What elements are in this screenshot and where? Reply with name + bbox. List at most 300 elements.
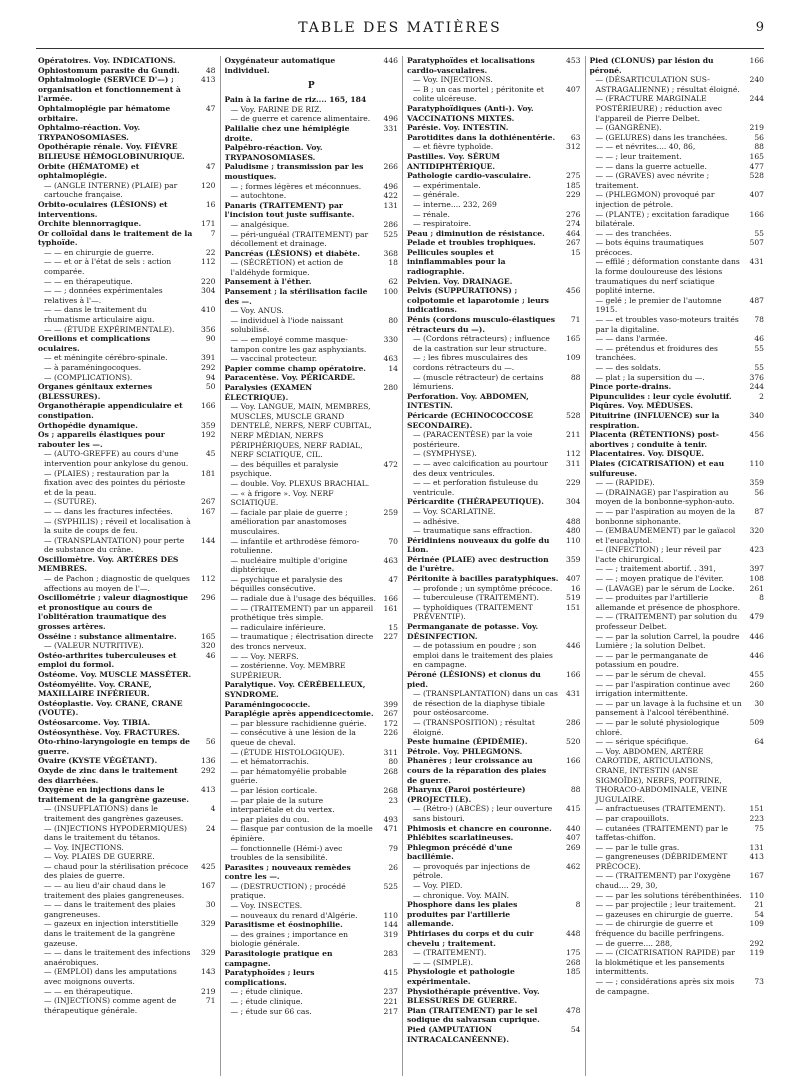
entry-text: — profonde ; un symptôme précoce.	[413, 583, 553, 593]
entry-text: — analgésique.	[230, 219, 290, 229]
index-entry	[590, 162, 765, 172]
index-entry	[590, 142, 765, 152]
entry-page-number: 143	[201, 967, 216, 977]
entry-text: Paraméningococcie.	[224, 699, 311, 709]
index-entry	[407, 353, 581, 372]
entry-page-number: 507	[749, 238, 764, 248]
entry-text: Paralytique. Voy. CÉRÉBELLEUX, SYNDROME.	[224, 680, 366, 699]
index-entry	[225, 56, 399, 75]
entry-page-number: 87	[754, 506, 764, 516]
entry-page-number: 167	[201, 881, 216, 891]
index-entry	[225, 124, 399, 143]
index-entry	[38, 593, 216, 631]
entry-page-number: 108	[749, 574, 764, 584]
entry-text: — — Voy. NERFS.	[230, 651, 299, 661]
entry-text: Os ; appareils élastiques pour rabouter les —.	[38, 430, 165, 449]
entry-text: — — des soldats.	[595, 363, 661, 372]
index-entry	[225, 728, 399, 747]
index-entry	[225, 844, 399, 863]
entry-page-number: 448	[566, 929, 581, 939]
index-entry	[38, 555, 216, 574]
entry-page-number: 259	[383, 507, 398, 517]
index-entry	[38, 785, 216, 804]
entry-text: Pellicules souples et ininflammables pour la radiographie.	[407, 247, 506, 277]
index-entry	[225, 508, 399, 537]
index-entry	[590, 977, 765, 996]
entry-page-number: 54	[570, 1024, 581, 1034]
index-entry	[225, 824, 399, 843]
index-entry	[225, 489, 399, 508]
index-column-2	[221, 56, 404, 1076]
index-entry	[225, 373, 399, 383]
index-entry	[407, 584, 581, 594]
entry-page-number: 268	[566, 957, 581, 967]
index-entry	[407, 133, 581, 143]
entry-page-number: 221	[383, 997, 398, 1006]
index-entry	[38, 56, 216, 66]
index-entry	[590, 632, 765, 651]
index-entry	[407, 641, 581, 670]
entry-text: — — et névrites.... 40, 86,	[595, 142, 696, 152]
index-entry	[38, 363, 216, 373]
entry-page-number: 47	[205, 103, 216, 113]
entry-text: — Voy. FARINE DE RIZ.	[230, 104, 322, 114]
index-entry	[225, 709, 399, 719]
entry-text: — des béquilles et paralysie psychique.	[230, 459, 339, 479]
entry-page-number: 340	[749, 410, 764, 420]
entry-page-number: 30	[205, 900, 216, 910]
entry-text: — consécutive à une lésion de la queue de cheval.	[230, 728, 356, 747]
index-entry	[590, 651, 765, 670]
entry-text: — — et perforation fistuleuse du ventricule.	[413, 478, 539, 497]
entry-page-number: 90	[205, 334, 216, 344]
index-entry	[38, 632, 216, 642]
entry-page-number: 479	[749, 612, 764, 622]
index-entry	[407, 219, 581, 229]
entry-page-number: 496	[383, 181, 398, 191]
index-entry	[38, 104, 216, 123]
entry-page-number: 368	[383, 248, 398, 258]
entry-page-number: 75	[754, 823, 764, 833]
entry-page-number: 165	[566, 334, 581, 344]
index-entry	[225, 460, 399, 479]
entry-page-number: 46	[205, 650, 216, 660]
index-entry	[225, 949, 399, 968]
entry-page-number: 292	[201, 765, 216, 775]
entry-text: — et hématorrachis.	[230, 757, 309, 767]
index-entry	[38, 382, 216, 401]
entry-text: — — de chirurgie de guerre et fréquence du bacille perfringens.	[595, 919, 725, 939]
entry-text: Oscillomètre. Voy. ARTÈRES DES MEMBRES.	[38, 554, 179, 574]
entry-page-number: 446	[383, 56, 398, 65]
index-entry	[225, 95, 399, 105]
entry-page-number: 219	[749, 123, 764, 133]
entry-text: Phosphore dans les plaies produites par l'artillerie allemande.	[407, 900, 518, 929]
entry-text: Phanères ; leur croissance au cours de la réparation des plaies de guerre.	[407, 756, 547, 785]
index-entry	[225, 786, 399, 796]
index-entry	[38, 373, 216, 383]
entry-page-number: 329	[201, 948, 216, 958]
entry-page-number: 7	[210, 228, 216, 238]
index-entry	[590, 190, 765, 209]
index-entry	[590, 891, 765, 901]
page-header	[36, 14, 764, 49]
index-entry	[38, 737, 216, 756]
entry-text: — (SYMPHYSE).	[413, 449, 477, 459]
index-entry	[590, 229, 765, 239]
entry-text: — — par le tulle gras.	[595, 842, 680, 852]
entry-page-number: 55	[754, 228, 764, 238]
index-entry	[407, 104, 581, 123]
entry-text: — (INFECTION) ; leur réveil par l'acte chirurgical.	[595, 545, 722, 564]
entry-text: — (DÉSARTICULATION SUS-ASTRAGALIENNE) ; résultat éloigné.	[595, 75, 740, 94]
entry-text: — par blessure rachidienne guérie.	[230, 718, 367, 728]
index-entry	[38, 305, 216, 324]
entry-text: — — (TRAITEMENT) par solution du professeur Delbet.	[595, 612, 738, 632]
entry-page-number: 359	[566, 554, 581, 564]
index-entry	[225, 968, 399, 987]
entry-text: — (INJECTIONS) comme agent de thérapeutique générale.	[44, 996, 177, 1015]
index-entry	[225, 114, 399, 124]
entry-page-number: 267	[201, 497, 216, 507]
entry-page-number: 109	[749, 919, 764, 929]
entry-page-number: 110	[566, 535, 581, 545]
index-entry	[38, 219, 216, 229]
entry-page-number: 110	[749, 458, 764, 468]
entry-text: — par plaies du cou.	[230, 814, 310, 824]
entry-page-number: 266	[383, 162, 398, 172]
entry-text: — (INSUFFLATIONS) dans le traitement des gangrènes gazeuses.	[44, 804, 184, 823]
entry-page-number: 280	[383, 383, 398, 392]
entry-text: Organothérapie appendiculaire et constipation.	[38, 401, 183, 420]
index-entry	[407, 497, 581, 507]
entry-text: — — par l'aspiration continue avec irrigation intermittente.	[595, 679, 731, 699]
entry-page-number: 165	[201, 631, 216, 641]
index-column-1	[38, 56, 221, 1076]
index-entry	[38, 641, 216, 651]
entry-text: Ophtalmoplégie par hématome orbitaire.	[38, 103, 171, 123]
index-entry	[38, 651, 216, 670]
entry-text: — — par les solutions térébenthinées.	[595, 890, 742, 900]
index-entry	[407, 373, 581, 392]
entry-page-number: 292	[201, 363, 216, 372]
index-entry	[225, 652, 399, 662]
entry-page-number: 471	[383, 824, 398, 834]
entry-text: Piqûres. Voy. MÉDUSES.	[589, 401, 693, 411]
entry-page-number: 21	[754, 900, 764, 910]
index-entry	[407, 56, 581, 75]
index-entry	[225, 748, 399, 758]
index-entry	[590, 392, 765, 402]
index-entry	[407, 987, 581, 1006]
index-entry	[590, 900, 765, 910]
entry-page-number: 399	[383, 699, 398, 709]
entry-text: — cutanées (TRAITEMENT) par le taffetas-chiffon.	[595, 823, 729, 843]
entry-page-number: 55	[754, 363, 764, 372]
entry-text: — — par un lavage à la fuchsine et un pansement à l'alcool térébenthiné.	[595, 698, 742, 718]
entry-text: — traumatique ; électrisation directe des troncs nerveux.	[230, 632, 374, 652]
entry-page-number: 16	[570, 583, 581, 593]
entry-page-number: 455	[749, 670, 764, 679]
index-entry	[225, 920, 399, 930]
entry-page-number: 487	[749, 295, 764, 305]
entry-text: — (DRAINAGE) par l'aspiration au moyen de la bonbonne-syphon-auto.	[595, 487, 735, 507]
entry-text: — infantile et arthrodèse fémoro-rotulienne.	[230, 536, 360, 556]
entry-page-number: 312	[566, 142, 581, 152]
entry-text: Orthopédie dynamique.	[38, 420, 138, 430]
entry-page-number: 88	[570, 785, 581, 795]
index-entry	[225, 987, 399, 997]
index-entry	[590, 401, 765, 411]
index-entry	[225, 757, 399, 767]
index-entry	[38, 257, 216, 276]
entry-page-number: 2	[759, 391, 764, 401]
entry-text: — Voy. PLAIES DE GUERRE.	[44, 852, 155, 862]
entry-page-number: 509	[749, 717, 764, 727]
entry-page-number: 18	[388, 258, 398, 268]
index-entry	[225, 604, 399, 623]
index-entry	[407, 958, 581, 968]
entry-text: — nouveaux du renard d'Algérie.	[230, 910, 358, 920]
entry-text: Ostéo-arthrites tuberculeuses et emploi du formol.	[38, 650, 177, 670]
entry-text: Paratyphoïdiques (Anti-). Voy. VACCINATIONS MIXTES.	[407, 103, 534, 123]
index-entry	[38, 987, 216, 997]
entry-page-number: 464	[566, 228, 581, 238]
entry-text: Ophtalmo-réaction. Voy. TRYPANOSOMIASES.	[38, 123, 141, 142]
entry-text: Péricardite (THÉRAPEUTIQUE).	[407, 497, 544, 507]
entry-text: Oscillométrie ; valeur diagnostique et pronostique au cours de l'oblitération traumatique des grosses artères.	[38, 593, 188, 632]
index-entry	[590, 584, 765, 594]
entry-page-number: 462	[566, 861, 581, 871]
entry-page-number: 110	[383, 910, 398, 920]
index-entry	[590, 382, 765, 392]
entry-text: — — prétendus et froidures des tranchées.	[595, 343, 718, 363]
index-entry	[407, 574, 581, 584]
entry-text: — interne.... 232, 269	[413, 199, 497, 209]
entry-text: Pelvien. Voy. DRAINAGE.	[407, 276, 513, 286]
entry-text: — — (GRAVES) avec névrite ; traitement.	[595, 171, 710, 190]
entry-page-number: 166	[201, 401, 216, 411]
entry-page-number: 275	[566, 171, 581, 181]
entry-page-number: 56	[205, 737, 216, 747]
entry-text: — (EMPLOI) dans les amputations avec moignons ouverts.	[44, 967, 177, 986]
entry-text: — expérimentale.	[413, 180, 481, 190]
entry-page-number: 30	[754, 698, 764, 708]
index-entry	[38, 401, 216, 420]
index-entry	[225, 383, 399, 402]
entry-text: — radiculaire inférieure.	[230, 622, 326, 632]
entry-text: — (TRAITEMENT).	[413, 948, 487, 958]
index-entry	[407, 756, 581, 785]
index-entry	[225, 863, 399, 882]
index-entry	[590, 478, 765, 488]
entry-text: Ovaire (KYSTE VÉGÉTANT).	[38, 756, 158, 766]
entry-page-number: 166	[566, 756, 581, 766]
entry-page-number: 166	[749, 209, 764, 219]
index-entry	[590, 238, 765, 257]
entry-page-number: 268	[383, 766, 398, 776]
entry-text: — (LAVAGE) par le sérum de Locke.	[595, 583, 735, 593]
entry-text: — — par le sérum de cheval.	[595, 670, 706, 679]
page-title: TABLE DES MATIÈRES	[298, 20, 502, 36]
index-entry	[225, 364, 399, 374]
entry-text: — chaud pour la stérilisation précoce des plaies de guerre.	[44, 861, 189, 881]
index-entry	[38, 718, 216, 728]
entry-text: Pathologie cardio-vasculaire.	[407, 171, 532, 181]
index-entry	[225, 191, 399, 201]
index-entry	[590, 593, 765, 612]
index-entry	[407, 948, 581, 958]
entry-page-number: 478	[566, 1005, 581, 1015]
entry-text: Paludisme ; transmission par les moustiques.	[224, 162, 364, 181]
index-entry	[407, 747, 581, 757]
entry-page-number: 410	[201, 305, 216, 315]
index-entry	[225, 556, 399, 575]
entry-page-number: 229	[566, 478, 581, 488]
index-entry	[38, 162, 216, 181]
entry-text: — (GANGRÈNE).	[595, 123, 662, 133]
entry-page-number: 525	[383, 229, 398, 239]
entry-page-number: 227	[383, 632, 398, 642]
entry-page-number: 192	[201, 430, 216, 440]
entry-text: Orchite blennorragique.	[38, 219, 142, 229]
entry-page-number: 260	[749, 679, 764, 689]
index-entry	[590, 411, 765, 430]
index-entry	[407, 411, 581, 430]
entry-text: Plaies (CICATRISATION) et eau sulfureuse.	[589, 458, 725, 478]
entry-text: — — des tranchées.	[595, 228, 672, 238]
index-entry	[38, 469, 216, 498]
index-entry	[38, 200, 216, 219]
entry-text: — — (RAPIDE).	[595, 478, 655, 488]
entry-text: — nucléaire multiple d'origine diphtérique.	[230, 555, 348, 575]
entry-text: Parasites ; nouveaux remèdes contre les —.	[224, 862, 351, 882]
entry-page-number: 226	[383, 728, 398, 738]
entry-text: Pétrole. Voy. PHLEGMONS.	[407, 746, 523, 756]
entry-page-number: 161	[383, 603, 398, 613]
index-entry	[407, 689, 581, 718]
entry-page-number: 15	[388, 622, 398, 632]
entry-page-number: 431	[566, 689, 581, 699]
entry-text: Ophiostomum parasite du Gundi.	[38, 65, 180, 75]
index-entry	[225, 220, 399, 230]
entry-page-number: 304	[201, 286, 216, 296]
index-entry	[590, 488, 765, 507]
entry-text: — — par la solution Carrel, la poudre Lumière ; la solution Delbet.	[595, 631, 740, 651]
page-number: 9	[755, 20, 764, 35]
entry-page-number: 407	[566, 84, 581, 94]
entry-text: — (TRANSPLANTATION) dans un cas de résection de la diaphyse tibiale pour ostéosarcome.	[413, 689, 558, 718]
entry-text: — fonctionnelle (Hémi-) avec troubles de la sensibilité.	[230, 843, 343, 863]
index-entry	[225, 767, 399, 786]
entry-page-number: 24	[205, 823, 216, 833]
index-entry	[38, 507, 216, 517]
entry-text: — — par l'aspiration au moyen de la bonbonne siphonante.	[595, 506, 736, 526]
index-entry	[38, 900, 216, 919]
index-entry	[590, 919, 765, 938]
entry-text: — Voy. ABDOMEN, ARTÈRE CAROTIDE, ARTICULATIONS, CRANE, INTESTIN (ANSE SIGMOÏDE), NERFS, POITRINE, THORACO-ABDOMINALE, VEINE JUGULAIRE.	[595, 746, 728, 804]
entry-text: Paracentèse. Voy. PÉRICARDE.	[224, 373, 356, 383]
index-entry	[590, 75, 765, 94]
entry-text: Papier comme champ opératoire.	[224, 363, 366, 373]
entry-page-number: 446	[749, 650, 764, 660]
entry-text: — (INJECTIONS HYPODERMIQUES) dans le traitement du tétanos.	[44, 823, 187, 843]
entry-page-number: 413	[201, 75, 216, 85]
entry-text: Oxygène en injections dans le traitement de la gangrène gazeuse.	[38, 785, 189, 804]
entry-page-number: 165	[749, 151, 764, 161]
index-entry	[38, 804, 216, 823]
entry-page-number: 63	[570, 132, 581, 142]
entry-page-number: 229	[566, 190, 581, 200]
entry-text: — ; formes légères et méconnues.	[230, 181, 362, 191]
entry-page-number: 166	[749, 56, 764, 65]
entry-page-number: 94	[205, 372, 216, 382]
entry-page-number: 172	[383, 718, 398, 728]
index-entry	[38, 824, 216, 843]
entry-text: Pelvis (SUPPURATIONS) ; colpotomie et laparotomie ; leurs indications.	[407, 286, 549, 315]
index-entry	[407, 824, 581, 834]
entry-text: Pharynx (Paroi postérieure) (PROJECTILE).	[407, 785, 526, 804]
index-entry	[407, 1025, 581, 1044]
entry-page-number: 100	[383, 287, 398, 297]
index-entry	[590, 210, 765, 229]
entry-page-number: 423	[749, 545, 764, 555]
entry-text: — autochtone.	[230, 191, 287, 201]
index-entry	[225, 680, 399, 699]
entry-text: Paralysies (EXAMEN ÉLECTRIQUE).	[224, 383, 313, 402]
entry-page-number: 415	[566, 804, 581, 814]
entry-page-number: 55	[754, 343, 764, 353]
entry-page-number: 220	[201, 276, 216, 286]
entry-page-number: 244	[749, 94, 764, 104]
entry-page-number: 211	[566, 430, 581, 440]
entry-text: Pied (CLONUS) par lésion du péroné.	[589, 56, 714, 75]
entry-text: — — (ÉTUDE EXPÉRIMENTALE).	[44, 324, 175, 334]
entry-text: — chronique. Voy. MAIN.	[413, 890, 510, 900]
entry-page-number: 167	[201, 506, 216, 516]
entry-page-number: 56	[754, 132, 764, 142]
entry-page-number: 376	[749, 372, 764, 382]
entry-text: Ostéomyélite. Voy. CRANE, MAXILLAIRE INFÉRIEUR.	[38, 679, 152, 699]
index-entry	[407, 593, 581, 603]
entry-text: — à paraméningocoques.	[44, 363, 142, 372]
entry-text: Ophtalmologie (SERVICE D'—) ; organisation et fonctionnement à l'armée.	[38, 75, 181, 104]
index-entry	[590, 507, 765, 526]
entry-text: — Voy. ANUS.	[230, 306, 284, 316]
entry-text: — ; étude clinique.	[230, 987, 303, 997]
index-entry	[590, 737, 765, 747]
entry-text: — — ; moyen pratique de l'éviter.	[595, 574, 724, 584]
entry-text: — Voy. PIED.	[413, 881, 463, 891]
entry-text: Palpébro-réaction. Voy. TRYPANOSOMIASES.	[224, 143, 323, 162]
index-entry	[407, 85, 581, 104]
entry-page-number: 110	[749, 890, 764, 900]
entry-page-number: 528	[749, 171, 764, 181]
entry-text: Péricarde (ECHINOCOCCOSE SECONDAIRE).	[407, 410, 533, 430]
index-entry	[225, 661, 399, 680]
entry-text: Pince porte-drains.	[589, 382, 672, 392]
entry-text: — tuberculeuse (TRAITEMENT).	[413, 593, 539, 603]
entry-page-number: 267	[383, 709, 398, 719]
index-entry	[590, 670, 765, 680]
entry-page-number: 50	[205, 382, 216, 392]
entry-text: Pied (AMPUTATION INTRACALCANÉENNE).	[407, 1024, 509, 1044]
entry-text: — (Cordons rétracteurs) ; influence de la castration sur leur structure.	[413, 334, 550, 353]
entry-page-number: 79	[388, 843, 398, 853]
entry-page-number: 16	[205, 199, 216, 209]
index-entry	[225, 201, 399, 220]
entry-page-number: 477	[749, 161, 764, 171]
